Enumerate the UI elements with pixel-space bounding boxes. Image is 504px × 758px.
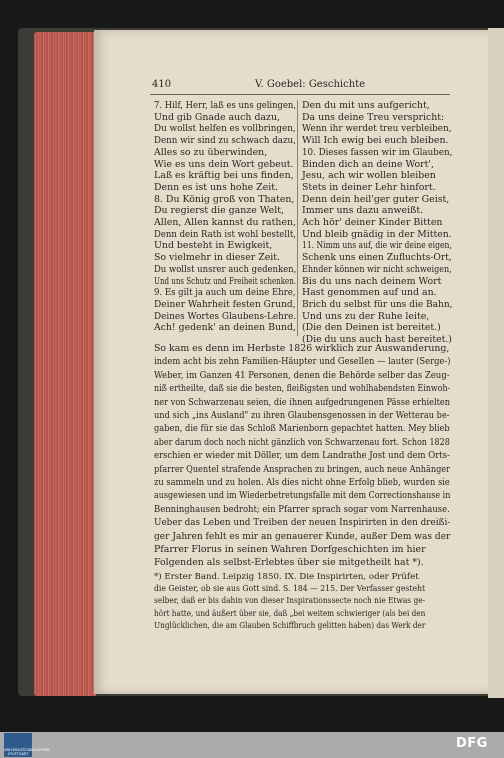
hymn-line: (Die den Deinen ist bereitet.) [302, 322, 441, 334]
hymn-line: Schenk uns einen Zufluchts-Ort, [302, 252, 452, 264]
hymn-line: Hast genommen auf und an. [302, 287, 437, 299]
hymn-line: Und uns zu der Ruhe leite, [302, 310, 430, 322]
hymn-line: Und bleib gnädig in der Mitten. [302, 228, 452, 240]
hymn-line: Jesu, ach wir wollen bleiben [302, 170, 436, 182]
hymn-line: Denn dein Rath ist wohl bestellt, [154, 228, 296, 240]
text-line: indem acht bis zehn Familien-Häupter und Gesellen — lauter (Serge-) [154, 356, 451, 368]
hymn-line: Denn dein heil'ger guter Geist, [302, 193, 450, 205]
hymn-line: Brich du selbst für uns die Bahn, [302, 298, 453, 310]
text-line: Folgenden als selbst-Erlebtes über sie mitgetheilt hat *). [154, 557, 424, 569]
page-number: 410 [152, 79, 172, 90]
text-line: gaben, die für sie das Schloß Marienborn gepachtet hatten. Mey blieb [154, 423, 450, 435]
library-logo-label: UNIVERSITÄTSBIBLIOTHEK STUTTGART [4, 748, 50, 756]
hymn-line: Wenn ihr werdet treu verbleiben, [302, 123, 452, 135]
hymn-line: Du wollst helfen es vollbringen, [154, 123, 296, 135]
text-line: pfarrer Quentel strafende Ansprachen zu bringen, auch neue Anhänger [154, 463, 450, 475]
hymn-line: Wie es uns dein Wort gebeut. [154, 158, 294, 170]
hymn-line: Den du mit uns aufgericht, [302, 100, 430, 111]
page-edges [34, 32, 96, 696]
running-head: V. Goebel: Geschichte [255, 79, 366, 90]
hymn-line: Denn wir sind zu schwach dazu, [154, 135, 296, 147]
text-line: Benninghausen bedroht; ein Pfarrer sprach sogar vom Narrenhause. [154, 503, 450, 515]
footnote-line: selber, daß er bis dahin von dieser Inspirationssecte noch nie Etwas ge- [154, 596, 426, 607]
hymn-line: 7. Hilf, Herr, laß es uns gelingen, [154, 100, 297, 111]
hymn-line: Alles so zu überwinden, [154, 146, 268, 158]
footnote-line: Unglücklichen, die am Glauben Schiffbruch gelitten haben) das Werk der [154, 620, 426, 631]
viewer-footer [0, 732, 504, 758]
header-rule [150, 94, 450, 95]
hymn-line: Ach hör' deiner Kinder Bitten [302, 217, 443, 228]
hymn-line: Immer uns dazu anweißt. [302, 205, 424, 217]
text-line: und sich „ins Ausland" zu ihren Glaubensgenossen in der Wetterau be- [154, 410, 450, 421]
text-line: ger Jahren fehlt es mir an genauerer Kunde, außer Dem was der [154, 530, 451, 542]
footnote-line: hört hatte, und äußert über sie, daß „bei weitem schwieriger (als bei den [154, 608, 426, 619]
hymn-line: 9. Es gilt ja auch um deine Ehre, [154, 287, 296, 299]
hymn-line: Allen, Allen kannst du rathen, [154, 217, 297, 228]
hymn-line: 8. Du König groß von Thaten, [154, 193, 295, 205]
hymn-line: Du regierst die ganze Welt, [154, 205, 284, 217]
hymn-line: Will Ich ewig bei euch bleiben. [302, 135, 449, 147]
hymn-line: Stets in deiner Lehr hinfort. [302, 181, 436, 193]
text-line: Ueber das Leben und Treiben der neuen Inspirirten in den dreißi- [154, 517, 451, 529]
hymn-line: 11. Nimm uns auf, die wir deine eigen, [302, 240, 452, 252]
text-line: Weber, im Ganzen 41 Personen, denen die Behörde selber das Zeug- [154, 369, 450, 381]
hymn-line: 10. Dieses fassen wir im Glauben, [302, 146, 453, 158]
hymn-line: Deines Wortes Glaubens-Lehre. [154, 310, 297, 322]
hymn-line: Ehnder können wir nicht schweigen, [302, 263, 452, 275]
hymn-line: Deiner Wahrheit festen Grund, [154, 298, 296, 310]
hymn-line: Und gib Gnade auch dazu, [154, 111, 280, 123]
facing-page-edge [488, 28, 504, 698]
footnote-line: die Geister, ob sie aus Gott sind. S. 184 — 215. Der Verfasser gesteht [154, 584, 426, 595]
hymn-line: Und besteht in Ewigkeit, [154, 240, 273, 252]
column-divider [297, 100, 298, 336]
hymn-line: Ach! gedenk' an deinen Bund, [154, 322, 296, 334]
hymn-line: Bis du uns nach deinem Wort [302, 275, 442, 287]
hymn-line: Denn es ist uns hohe Zeit. [154, 181, 278, 193]
text-line: zu sammeln und zu holen. Als dies nicht ohne Erfolg blieb, wurden sie [154, 477, 450, 488]
hymn-line: Binden dich an deine Wort', [302, 158, 434, 170]
hymn-line: So vielmehr in dieser Zeit. [154, 252, 281, 264]
text-line: aber darum doch noch nicht gänzlich von Schwarzenau fort. Schon 1828 [154, 436, 450, 448]
hymn-line: (Die du uns auch hast bereitet.) [302, 334, 452, 345]
text-line: ausgewiesen und im Wiederbetretungsfalle mit dem Correctionshause in [154, 490, 451, 502]
dfg-logo[interactable]: DFG [456, 736, 488, 751]
text-line: Pfarrer Florus in seinen Wahren Dorfgeschichten im hier [154, 544, 426, 555]
text-line: erschien er wieder mit Döller, um dem Landrathe Jost und dem Orts- [154, 450, 450, 462]
hymn-line: Du wollst unsrer auch gedenken, [154, 263, 297, 275]
hymn-line: Und uns Schutz und Freiheit schenken. [154, 275, 296, 287]
text-line: ner von Schwarzenau seien, die ihnen aufgedrungenen Pässe erhielten [154, 396, 451, 408]
text-line: So kam es denn im Herbste 1826 wirklich zur Auswanderung, [154, 343, 450, 354]
text-line: niß ertheilte, daß sie die besten, fleißigsten und wohlhabendsten Einwoh- [154, 383, 451, 395]
hymn-line: Laß es kräftig bei uns finden, [154, 170, 294, 182]
footnote-line: *) Erster Band. Leipzig 1850. IX. Die Inspirirten, oder Prüfet [154, 572, 419, 582]
hymn-line: Da uns deine Treu verspricht: [302, 111, 445, 123]
